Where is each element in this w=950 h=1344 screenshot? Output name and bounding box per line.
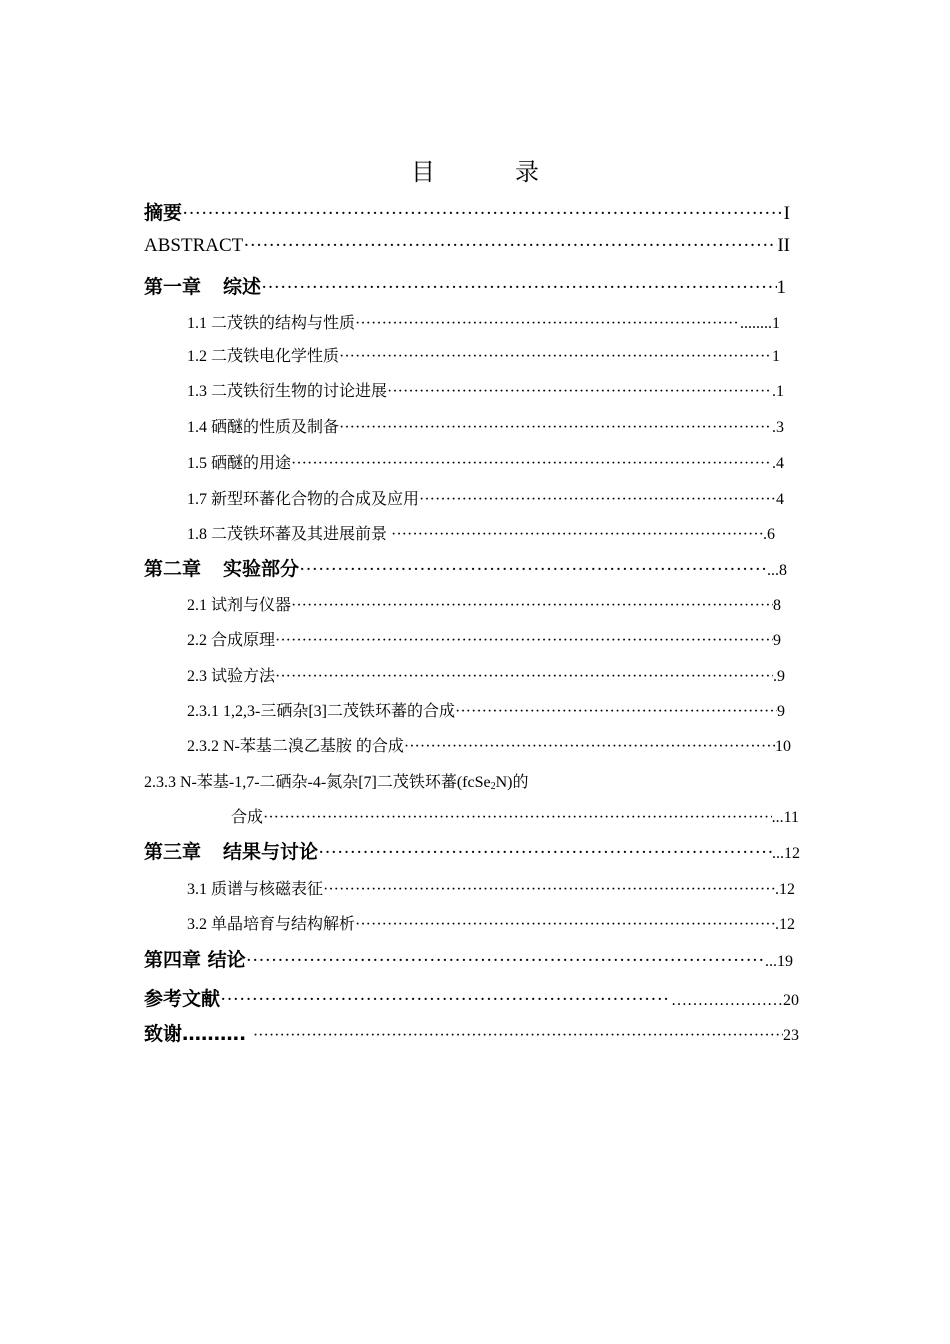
chapter-title: 综述 (223, 276, 262, 298)
toc-entry-2-3-2[interactable] (187, 733, 791, 756)
chapter-title: 实验部分 (223, 558, 300, 580)
toc-entry-page: 1 (776, 277, 786, 298)
toc-entry-2-3-3-cont[interactable] (231, 804, 799, 827)
toc-entry-2-1[interactable] (187, 592, 781, 615)
toc-entry-1-4[interactable] (187, 414, 784, 437)
dot-leader (318, 842, 772, 864)
toc-entry-label: 1.2 二茂铁电化学性质 (187, 348, 340, 365)
chapter-number: 第二章 (144, 558, 202, 580)
toc-entry-page: ...12 (772, 845, 800, 862)
toc-entry-label: ABSTRACT (144, 235, 244, 256)
toc-entry-page: .6 (763, 526, 775, 543)
dot-leader (339, 419, 772, 437)
toc-entry-label: 致谢………. (144, 1023, 253, 1045)
toc-entry-page: 1 (772, 348, 780, 365)
chapter-title: 结果与讨论 (223, 841, 319, 863)
toc-entry-page: ...19 (765, 953, 793, 970)
toc-entry-page: ........1 (740, 315, 780, 332)
toc-entry-label: 1.5 硒醚的用途 (187, 455, 292, 472)
dot-leader (387, 383, 772, 401)
chapter-number: 第一章 (144, 276, 202, 298)
toc-entry-label: 1.1 二茂铁的结构与性质 (187, 315, 356, 332)
toc-entry-label (144, 272, 261, 299)
toc-entry-page: .1 (772, 383, 784, 400)
toc-entry-label: 2.3.2 N-苯基二溴乙基胺 的合成 (187, 738, 404, 755)
toc-entry-1-3[interactable] (187, 378, 784, 401)
toc-entry-2-3-1[interactable] (187, 698, 785, 721)
toc-entry-page: .9 (773, 668, 785, 685)
dot-leader (275, 632, 773, 650)
toc-entry-1-5[interactable] (187, 450, 784, 473)
dot-leader (261, 277, 776, 299)
toc-entry-1-7[interactable] (187, 486, 784, 509)
dot-leader (355, 916, 775, 934)
toc-entry-2-3-3[interactable] (144, 769, 529, 792)
toc-entry-label-post: N)的 (495, 774, 529, 791)
toc-entry-page: .12 (775, 916, 795, 933)
toc-entry-page: II (777, 235, 790, 256)
toc-entry-abstract-en[interactable] (144, 235, 790, 257)
toc-entry-label: 摘要 (144, 202, 183, 224)
toc-entry-chapter-3[interactable] (144, 837, 800, 864)
dot-leader (220, 989, 671, 1011)
toc-entry-page: .4 (772, 455, 784, 472)
toc-entry-1-8[interactable] (187, 521, 775, 544)
toc-entry-page: I (783, 203, 790, 224)
toc-entry-page: ...8 (767, 562, 787, 579)
subscript: 2 (490, 781, 496, 792)
toc-entry-label: 1.4 硒醚的性质及制备 (187, 419, 340, 436)
toc-entry-page: .3 (772, 419, 784, 436)
dot-leader (275, 668, 773, 686)
toc-entry-label: 参考文献 (144, 988, 221, 1010)
toc-entry-page: 8 (773, 597, 781, 614)
dot-leader (339, 348, 772, 366)
toc-entry-3-2[interactable] (187, 911, 795, 934)
toc-entry-chapter-1[interactable] (144, 272, 786, 299)
toc-entry-page: …………………20 (671, 992, 799, 1009)
toc-entry-page: 4 (776, 491, 784, 508)
toc-entry-3-1[interactable] (187, 876, 795, 899)
dot-leader (455, 703, 777, 721)
dot-leader (299, 559, 767, 581)
toc-entry-1-2[interactable] (187, 343, 780, 366)
toc-entry-page: .12 (775, 881, 795, 898)
dot-leader (323, 881, 775, 899)
toc-entry-label: 2.1 试剂与仪器 (187, 597, 292, 614)
dot-leader (391, 526, 763, 544)
toc-entry-page: 9 (777, 703, 785, 720)
toc-entry-acknowledgements[interactable] (144, 1019, 799, 1046)
toc-entry-label: 1.3 二茂铁衍生物的讨论进展 (187, 383, 388, 400)
dot-leader (243, 235, 777, 257)
toc-entry-page: ...11 (771, 809, 799, 826)
toc-entry-label: 3.2 单晶培育与结构解析 (187, 916, 356, 933)
dot-leader (246, 950, 765, 972)
toc-entry-2-3[interactable] (187, 663, 785, 686)
toc-entry-page: 9 (773, 632, 781, 649)
dot-leader (263, 809, 772, 827)
dot-leader (355, 315, 740, 333)
toc-entry-label: 第四章 结论 (144, 949, 246, 971)
toc-entry-label: 2.3 试验方法 (187, 668, 276, 685)
toc-entry-2-2[interactable] (187, 627, 781, 650)
toc-entry-page: 23 (783, 1027, 799, 1044)
toc-entry-1-1[interactable] (187, 310, 780, 333)
toc-entry-chapter-2[interactable] (144, 554, 787, 581)
toc-entry-label: 1.8 二茂铁环蕃及其进展前景 (187, 526, 392, 543)
toc-entry-label (144, 837, 318, 864)
toc-entry-label: 2.2 合成原理 (187, 632, 276, 649)
toc-entry-label: 1.7 新型环蕃化合物的合成及应用 (187, 491, 420, 508)
dot-leader (291, 597, 773, 615)
dot-leader (404, 738, 775, 756)
dot-leader (291, 455, 772, 473)
toc-title: 目 录 (411, 158, 567, 186)
toc-entry-label: 2.3.1 1,2,3-三硒杂[3]二茂铁环蕃的合成 (187, 703, 455, 720)
toc-entry-page: 10 (775, 738, 791, 755)
toc-entry-references[interactable] (144, 984, 799, 1011)
toc-entry-label-pre: 2.3.3 N-苯基-1,7-二硒杂-4-氮杂[7]二茂铁环蕃(fcSe (144, 774, 491, 791)
dot-leader (182, 203, 784, 225)
toc-entry-label: 3.1 质谱与核磁表征 (187, 881, 324, 898)
toc-entry-label: 合成 (231, 809, 264, 826)
toc-entry-abstract-cn[interactable] (144, 198, 790, 225)
toc-entry-chapter-4[interactable] (144, 945, 793, 972)
dot-leader (253, 1027, 783, 1045)
dot-leader (419, 491, 776, 509)
chapter-number: 第三章 (144, 841, 202, 863)
toc-entry-label (144, 554, 299, 581)
